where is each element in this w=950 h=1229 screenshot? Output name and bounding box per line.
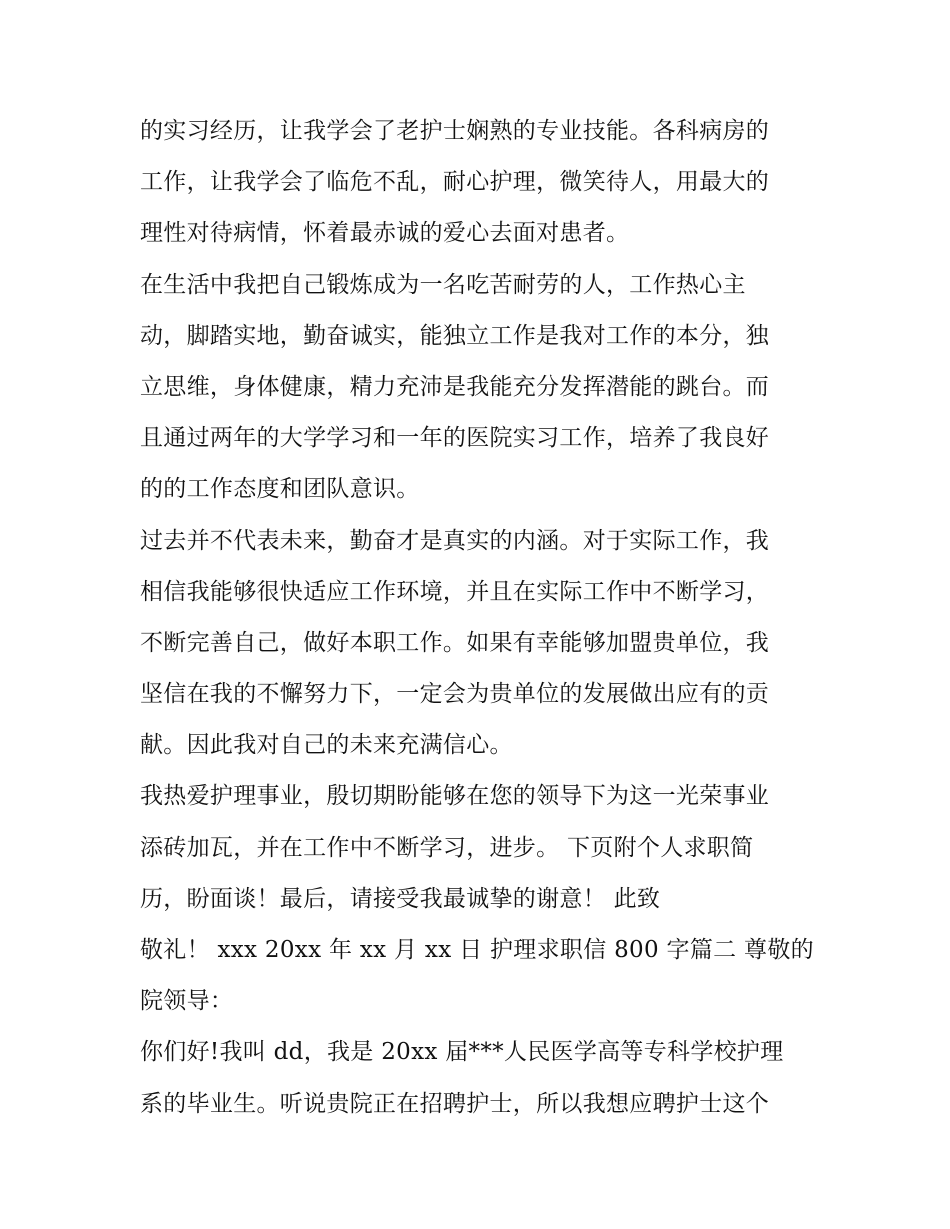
text-line-13: 献。因此我对自己的未来充满信心。 — [140, 732, 513, 759]
text-line-7: 且通过两年的大学学习和一年的医院实习工作，培养了我良好 — [140, 425, 770, 452]
text-line-20: 系的毕业生。听说贵院正在招聘护士，所以我想应聘护士这个 — [140, 1090, 770, 1117]
text-line-15: 添砖加瓦，并在工作中不断学习，进步。 下页附个人求职简 — [140, 834, 754, 861]
text-line-3: 理性对待病情，怀着最赤诚的爱心去面对患者。 — [140, 220, 630, 247]
text-line-5: 动，脚踏实地，勤奋诚实，能独立工作是我对工作的本分，独 — [140, 322, 770, 349]
text-line-12: 坚信在我的不懈努力下，一定会为贵单位的发展做出应有的贡 — [140, 681, 770, 708]
letter-body — [140, 106, 820, 1130]
text-line-16: 历，盼面谈！最后，请接受我最诚挚的谢意！ 此致 — [140, 885, 661, 912]
text-line-17: 敬礼！ xxx 20xx 年 xx 月 xx 日 护理求职信 800 字篇二 尊敬的 — [140, 937, 814, 963]
text-line-10: 相信我能够很快适应工作环境，并且在实际工作中不断学习， — [140, 578, 770, 605]
text-line-8: 的的工作态度和团队意识。 — [140, 476, 420, 503]
text-line-6: 立思维，身体健康，精力充沛是我能充分发挥潜能的跳台。而 — [140, 373, 770, 400]
text-line-14: 我热爱护理事业，殷切期盼能够在您的领导下为这一光荣事业 — [140, 783, 770, 810]
text-line-18: 院领导： — [140, 988, 234, 1015]
text-line-1: 的实习经历，让我学会了老护士娴熟的专业技能。各科病房的 — [140, 118, 770, 144]
text-line-2: 工作，让我学会了临危不乱，耐心护理，微笑待人，用最大的 — [140, 169, 770, 196]
text-line-4: 在生活中我把自己锻炼成为一名吃苦耐劳的人，工作热心主 — [140, 271, 746, 298]
text-line-11: 不断完善自己，做好本职工作。如果有幸能够加盟贵单位，我 — [140, 629, 770, 656]
text-line-9: 过去并不代表未来，勤奋才是真实的内涵。对于实际工作，我 — [140, 527, 770, 554]
text-line-19: 你们好!我叫 dd，我是 20xx 届***人民医学高等专科学校护理 — [140, 1039, 784, 1066]
